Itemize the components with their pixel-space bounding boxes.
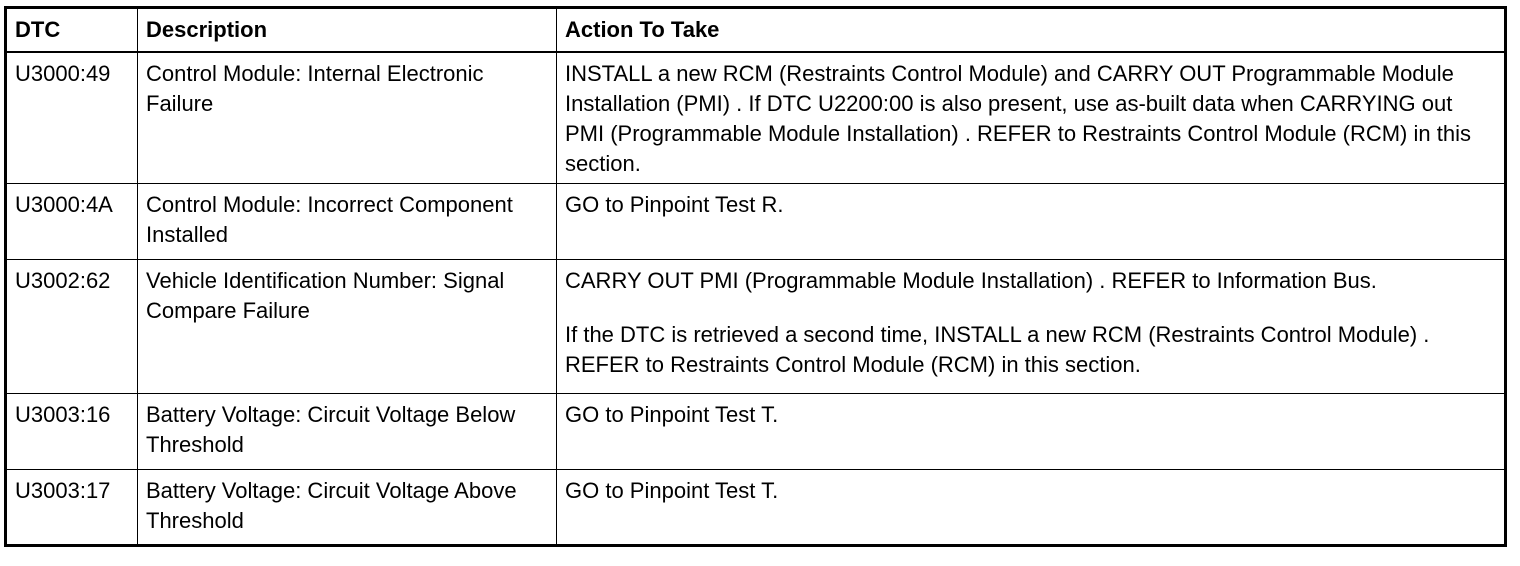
- dtc-code-cell: U3002:62: [6, 260, 138, 394]
- header-row: [6, 8, 1506, 53]
- table-row: [6, 260, 1506, 394]
- description-cell: Battery Voltage: Circuit Voltage Above Threshold: [138, 470, 557, 546]
- dtc-code-cell: U3003:16: [6, 394, 138, 470]
- dtc-table: [4, 6, 1507, 547]
- table-body: [6, 52, 1506, 546]
- description-cell: Vehicle Identification Number: Signal Compare Failure: [138, 260, 557, 394]
- header-action: Action To Take: [557, 8, 1506, 53]
- table-row: [6, 184, 1506, 260]
- description-cell: Battery Voltage: Circuit Voltage Below Threshold: [138, 394, 557, 470]
- action-cell: [557, 184, 1506, 260]
- action-text: CARRY OUT PMI (Programmable Module Installation) . REFER to Information Bus.: [565, 268, 1377, 293]
- action-cell: [557, 394, 1506, 470]
- header-description: Description: [138, 8, 557, 53]
- description-cell: Control Module: Incorrect Component Installed: [138, 184, 557, 260]
- action-text: GO to Pinpoint Test R.: [565, 192, 784, 217]
- dtc-code-cell: U3003:17: [6, 470, 138, 546]
- action-cell: [557, 260, 1506, 394]
- table-row: [6, 394, 1506, 470]
- action-cell: [557, 470, 1506, 546]
- action-text: If the DTC is retrieved a second time, INSTALL a new RCM (Restraints Control Module) . REFER to Restraints Control Module (RCM) in this section.: [565, 322, 1430, 377]
- header-dtc: DTC: [6, 8, 138, 53]
- dtc-code-cell: U3000:4A: [6, 184, 138, 260]
- table-header: [6, 8, 1506, 53]
- action-cell: [557, 52, 1506, 184]
- table-row: [6, 52, 1506, 184]
- description-cell: Control Module: Internal Electronic Failure: [138, 52, 557, 184]
- table-row: [6, 470, 1506, 546]
- action-text: GO to Pinpoint Test T.: [565, 402, 779, 427]
- dtc-code-cell: U3000:49: [6, 52, 138, 184]
- action-text: GO to Pinpoint Test T.: [565, 478, 779, 503]
- action-text: INSTALL a new RCM (Restraints Control Module) and CARRY OUT Programmable Module Installation (PMI) . If DTC U2200:00 is also present, use as-built data when CARRYING out PMI (Programmable Module Installation) . REFER to Restraints Control Module (RCM) in this section.: [565, 61, 1471, 176]
